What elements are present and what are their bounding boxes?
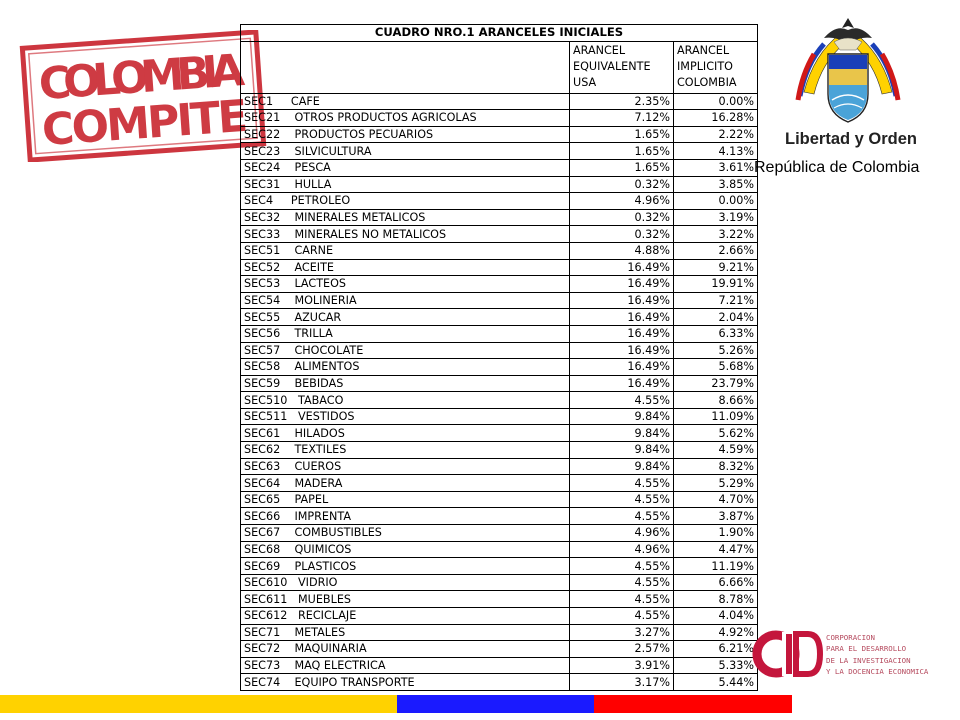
- table-header-row: [241, 41, 758, 93]
- sector-cell: SEC611 MUEBLES: [241, 591, 570, 608]
- table-row: [241, 591, 758, 608]
- stamp-line2: COMPITE: [40, 90, 250, 157]
- table-row: [241, 392, 758, 409]
- sector-cell: SEC24 PESCA: [241, 159, 570, 176]
- colombia-tariff-cell: 16.28%: [674, 110, 758, 127]
- colombia-header-line: IMPLICITO: [677, 60, 733, 73]
- usa-header-line: EQUIVALENTE: [573, 60, 651, 73]
- usa-header-line: USA: [573, 76, 597, 90]
- republic-caption: República de Colombia: [754, 159, 920, 176]
- colombia-tariff-cell: 4.13%: [674, 143, 758, 160]
- colombia-tariff-cell: 11.09%: [674, 408, 758, 425]
- table-row: [241, 110, 758, 127]
- sector-cell: SEC612 RECICLAJE: [241, 608, 570, 625]
- cide-line: CORPORACION: [826, 633, 875, 642]
- usa-tariff-cell: 9.84%: [570, 425, 674, 442]
- colombia-header-line: COLOMBIA: [677, 76, 737, 90]
- usa-tariff-cell: 4.55%: [570, 558, 674, 575]
- sector-cell: SEC4 PETROLEO: [241, 193, 570, 210]
- colombia-tariff-cell: 0.00%: [674, 193, 758, 210]
- sector-cell: SEC54 MOLINERIA: [241, 292, 570, 309]
- usa-tariff-cell: 9.84%: [570, 458, 674, 475]
- colombia-tariff-cell: 5.26%: [674, 342, 758, 359]
- table-row: [241, 657, 758, 674]
- sector-cell: SEC73 MAQ ELECTRICA: [241, 657, 570, 674]
- sector-cell: SEC1 CAFE: [241, 93, 570, 110]
- colombia-tariff-cell: 6.21%: [674, 641, 758, 658]
- usa-tariff-cell: 4.55%: [570, 475, 674, 492]
- table-row: [241, 309, 758, 326]
- colombia-tariff-cell: 0.00%: [674, 93, 758, 110]
- sector-cell: SEC610 VIDRIO: [241, 574, 570, 591]
- sector-cell: SEC55 AZUCAR: [241, 309, 570, 326]
- table-row: [241, 159, 758, 176]
- sector-cell: SEC62 TEXTILES: [241, 442, 570, 459]
- usa-tariff-cell: 16.49%: [570, 259, 674, 276]
- sector-cell: SEC66 IMPRENTA: [241, 508, 570, 525]
- colombia-tariff-cell: 3.61%: [674, 159, 758, 176]
- usa-tariff-header: [570, 41, 674, 93]
- table-row: [241, 491, 758, 508]
- sector-cell: SEC22 PRODUCTOS PECUARIOS: [241, 126, 570, 143]
- usa-tariff-cell: 16.49%: [570, 292, 674, 309]
- sector-header: [241, 41, 570, 93]
- table-row: [241, 641, 758, 658]
- colombia-tariff-cell: 4.47%: [674, 541, 758, 558]
- table-row: [241, 359, 758, 376]
- table-row: [241, 276, 758, 293]
- sector-cell: SEC72 MAQUINARIA: [241, 641, 570, 658]
- table-row: [241, 292, 758, 309]
- usa-tariff-cell: 4.55%: [570, 574, 674, 591]
- table-row: [241, 442, 758, 459]
- colombia-tariff-cell: 5.68%: [674, 359, 758, 376]
- sector-cell: SEC32 MINERALES METALICOS: [241, 209, 570, 226]
- table-row: [241, 574, 758, 591]
- table-row: [241, 126, 758, 143]
- tariff-table-body: [241, 25, 758, 691]
- sector-cell: SEC53 LACTEOS: [241, 276, 570, 293]
- table-title-row: [241, 25, 758, 42]
- colombia-tariff-cell: 23.79%: [674, 375, 758, 392]
- table-row: [241, 608, 758, 625]
- colombia-tariff-cell: 8.66%: [674, 392, 758, 409]
- colombia-header-line: ARANCEL: [677, 43, 730, 57]
- usa-tariff-cell: 4.55%: [570, 491, 674, 508]
- usa-tariff-cell: 16.49%: [570, 309, 674, 326]
- sector-cell: SEC69 PLASTICOS: [241, 558, 570, 575]
- flag-stripe-yellow: [0, 695, 397, 713]
- colombia-tariff-cell: 3.85%: [674, 176, 758, 193]
- table-row: [241, 674, 758, 691]
- usa-tariff-cell: 4.96%: [570, 193, 674, 210]
- usa-tariff-cell: 4.55%: [570, 508, 674, 525]
- sector-cell: SEC71 METALES: [241, 624, 570, 641]
- colombia-compite-stamp: [18, 30, 268, 162]
- colombia-tariff-cell: 3.87%: [674, 508, 758, 525]
- usa-tariff-cell: 7.12%: [570, 110, 674, 127]
- sector-cell: SEC59 BEBIDAS: [241, 375, 570, 392]
- usa-tariff-cell: 4.55%: [570, 608, 674, 625]
- sector-cell: SEC51 CARNE: [241, 242, 570, 259]
- sector-cell: SEC63 CUEROS: [241, 458, 570, 475]
- colombia-tariff-cell: 1.90%: [674, 525, 758, 542]
- colombia-tariff-cell: 3.19%: [674, 209, 758, 226]
- colombia-tariff-cell: 5.44%: [674, 674, 758, 691]
- usa-tariff-cell: 1.65%: [570, 159, 674, 176]
- tariff-table: [240, 24, 758, 691]
- cide-line: PARA EL DESARROLLO: [826, 644, 907, 654]
- colombia-tariff-header: [674, 41, 758, 93]
- colombia-tariff-cell: 2.22%: [674, 126, 758, 143]
- colombia-tariff-cell: 9.21%: [674, 259, 758, 276]
- table-row: [241, 541, 758, 558]
- table-row: [241, 193, 758, 210]
- cide-line: DE LA INVESTIGACION: [826, 655, 911, 665]
- usa-tariff-cell: 16.49%: [570, 375, 674, 392]
- colombia-tariff-cell: 11.19%: [674, 558, 758, 575]
- motto-text: Libertad y Orden: [784, 130, 918, 148]
- colombia-tariff-cell: 19.91%: [674, 276, 758, 293]
- colombia-tariff-cell: 4.59%: [674, 442, 758, 459]
- table-row: [241, 226, 758, 243]
- sector-cell: SEC64 MADERA: [241, 475, 570, 492]
- usa-tariff-cell: 9.84%: [570, 408, 674, 425]
- table-row: [241, 425, 758, 442]
- table-row: [241, 525, 758, 542]
- table-row: [241, 176, 758, 193]
- usa-tariff-cell: 4.55%: [570, 392, 674, 409]
- usa-tariff-cell: 4.55%: [570, 591, 674, 608]
- colombia-tariff-cell: 2.66%: [674, 242, 758, 259]
- cide-line: Y LA DOCENCIA ECONOMICA: [826, 667, 929, 677]
- stamp-line1: COLOMBIA: [37, 44, 247, 111]
- sector-cell: SEC52 ACEITE: [241, 259, 570, 276]
- sector-cell: SEC65 PAPEL: [241, 491, 570, 508]
- sector-cell: SEC74 EQUIPO TRANSPORTE: [241, 674, 570, 691]
- sector-cell: SEC57 CHOCOLATE: [241, 342, 570, 359]
- colombia-tariff-cell: 4.04%: [674, 608, 758, 625]
- colombia-tariff-cell: 2.04%: [674, 309, 758, 326]
- sector-cell: SEC21 OTROS PRODUCTOS AGRICOLAS: [241, 110, 570, 127]
- colombia-tariff-cell: 4.70%: [674, 491, 758, 508]
- usa-tariff-cell: 16.49%: [570, 359, 674, 376]
- colombia-tariff-cell: 4.92%: [674, 624, 758, 641]
- table-row: [241, 458, 758, 475]
- usa-tariff-cell: 16.49%: [570, 325, 674, 342]
- table-row: [241, 242, 758, 259]
- colombia-tariff-cell: 6.66%: [674, 574, 758, 591]
- coat-of-arms-emblem: [784, 14, 912, 130]
- colombia-tariff-cell: 8.32%: [674, 458, 758, 475]
- table-row: [241, 624, 758, 641]
- usa-tariff-cell: 4.96%: [570, 525, 674, 542]
- colombia-tariff-cell: 5.33%: [674, 657, 758, 674]
- sector-cell: SEC510 TABACO: [241, 392, 570, 409]
- table-row: [241, 342, 758, 359]
- sector-cell: SEC511 VESTIDOS: [241, 408, 570, 425]
- sector-cell: SEC31 HULLA: [241, 176, 570, 193]
- colombia-tariff-cell: 3.22%: [674, 226, 758, 243]
- usa-tariff-cell: 3.27%: [570, 624, 674, 641]
- sector-cell: SEC33 MINERALES NO METALICOS: [241, 226, 570, 243]
- usa-tariff-cell: 16.49%: [570, 276, 674, 293]
- table-row: [241, 508, 758, 525]
- colombia-tariff-cell: 8.78%: [674, 591, 758, 608]
- usa-tariff-cell: 1.65%: [570, 126, 674, 143]
- table-row: [241, 375, 758, 392]
- colombia-tariff-cell: 7.21%: [674, 292, 758, 309]
- usa-tariff-cell: 1.65%: [570, 143, 674, 160]
- usa-tariff-cell: 0.32%: [570, 176, 674, 193]
- usa-tariff-cell: 3.91%: [570, 657, 674, 674]
- sector-cell: SEC56 TRILLA: [241, 325, 570, 342]
- table-row: [241, 259, 758, 276]
- flag-stripe-blue: [397, 695, 594, 713]
- table-row: [241, 93, 758, 110]
- table-row: [241, 475, 758, 492]
- usa-tariff-cell: 16.49%: [570, 342, 674, 359]
- usa-tariff-cell: 3.17%: [570, 674, 674, 691]
- usa-tariff-cell: 0.32%: [570, 226, 674, 243]
- colombia-tariff-cell: 5.29%: [674, 475, 758, 492]
- usa-tariff-cell: 4.88%: [570, 242, 674, 259]
- usa-tariff-cell: 0.32%: [570, 209, 674, 226]
- table-title: CUADRO NRO.1 ARANCELES INICIALES: [241, 25, 758, 42]
- table-row: [241, 558, 758, 575]
- sector-cell: SEC23 SILVICULTURA: [241, 143, 570, 160]
- usa-tariff-cell: 2.35%: [570, 93, 674, 110]
- table-row: [241, 408, 758, 425]
- sector-cell: SEC68 QUIMICOS: [241, 541, 570, 558]
- usa-tariff-cell: 4.96%: [570, 541, 674, 558]
- table-row: [241, 143, 758, 160]
- usa-tariff-cell: 9.84%: [570, 442, 674, 459]
- colombia-tariff-cell: 6.33%: [674, 325, 758, 342]
- table-row: [241, 209, 758, 226]
- table-row: [241, 325, 758, 342]
- sector-cell: SEC58 ALIMENTOS: [241, 359, 570, 376]
- sector-cell: SEC67 COMBUSTIBLES: [241, 525, 570, 542]
- flag-stripe-red: [594, 695, 792, 713]
- usa-tariff-cell: 2.57%: [570, 641, 674, 658]
- sector-cell: SEC61 HILADOS: [241, 425, 570, 442]
- cide-name: [826, 632, 928, 678]
- colombia-tariff-cell: 5.62%: [674, 425, 758, 442]
- usa-header-line: ARANCEL: [573, 43, 626, 57]
